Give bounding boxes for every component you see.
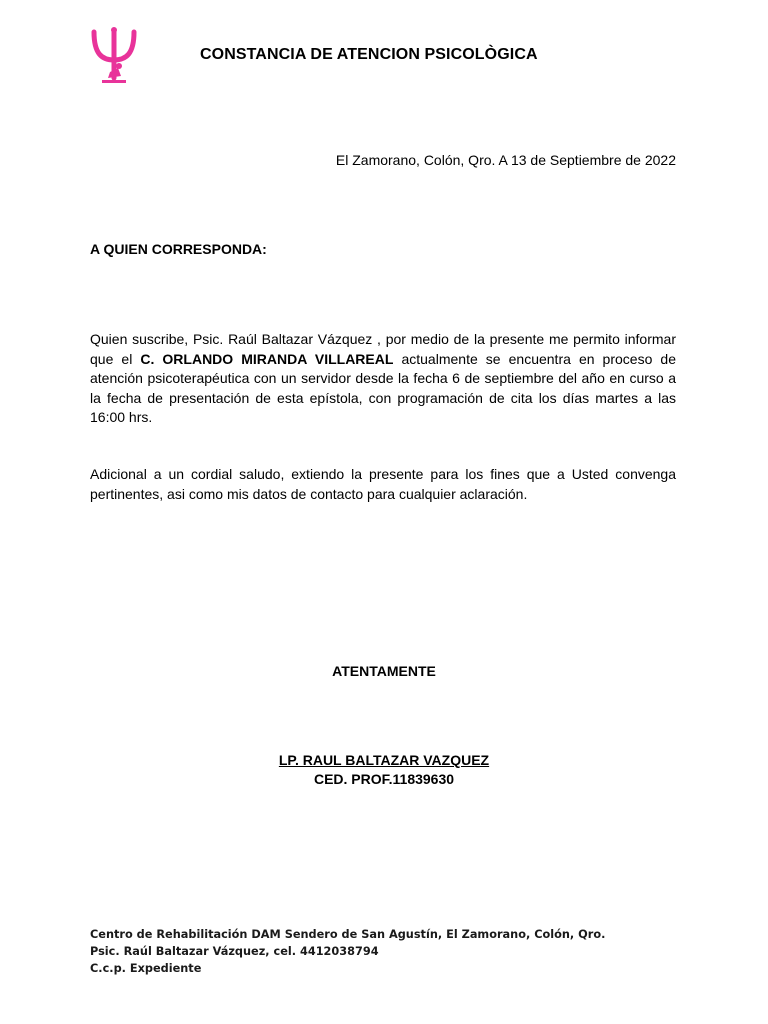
date-line: El Zamorano, Colón, Qro. A 13 de Septiembre de 2022: [335, 152, 676, 168]
footer-address: Centro de Rehabilitación DAM Sendero de San Agustín, El Zamorano, Colón, Qro.: [90, 928, 606, 941]
body-paragraph-1: [90, 330, 676, 428]
footer-ccp: C.c.p. Expediente: [90, 962, 202, 975]
paragraph-text: actualmente se encuentra en proceso de atención psicoterapéutica con un servidor desde la fecha 6 de septiembre del año en curso a la fecha de presentación de esta epístola, con programación de cita los días martes a las 16:00 hrs.: [90, 350, 676, 425]
professional-license: CED. PROF.11839630: [313, 771, 455, 787]
signature-block: [0, 751, 768, 789]
patient-name: C. ORLANDO MIRANDA VILLAREAL: [140, 350, 394, 367]
body-paragraph-2: Adicional a un cordial saludo, extiendo la presente para los fines que a Usted convenga pertinentes, asi como mis datos de contacto para cualquier aclaración.: [90, 466, 676, 502]
salutation: A QUIEN CORRESPONDA:: [90, 241, 267, 257]
footer: [90, 926, 605, 977]
footer-contact: Psic. Raúl Baltazar Vázquez, cel. 4412038794: [90, 945, 379, 958]
paragraph-text: Quien suscribe, Psic. Raúl Baltazar Vázquez , por medio de la presente me permito informar que el: [90, 331, 676, 367]
closing: ATENTAMENTE: [332, 663, 436, 679]
signature-name: LP. RAUL BALTAZAR VAZQUEZ: [278, 752, 490, 768]
document-title: CONSTANCIA DE ATENCION PSICOLÒGICA: [200, 46, 538, 63]
psi-logo-icon: [88, 26, 140, 86]
